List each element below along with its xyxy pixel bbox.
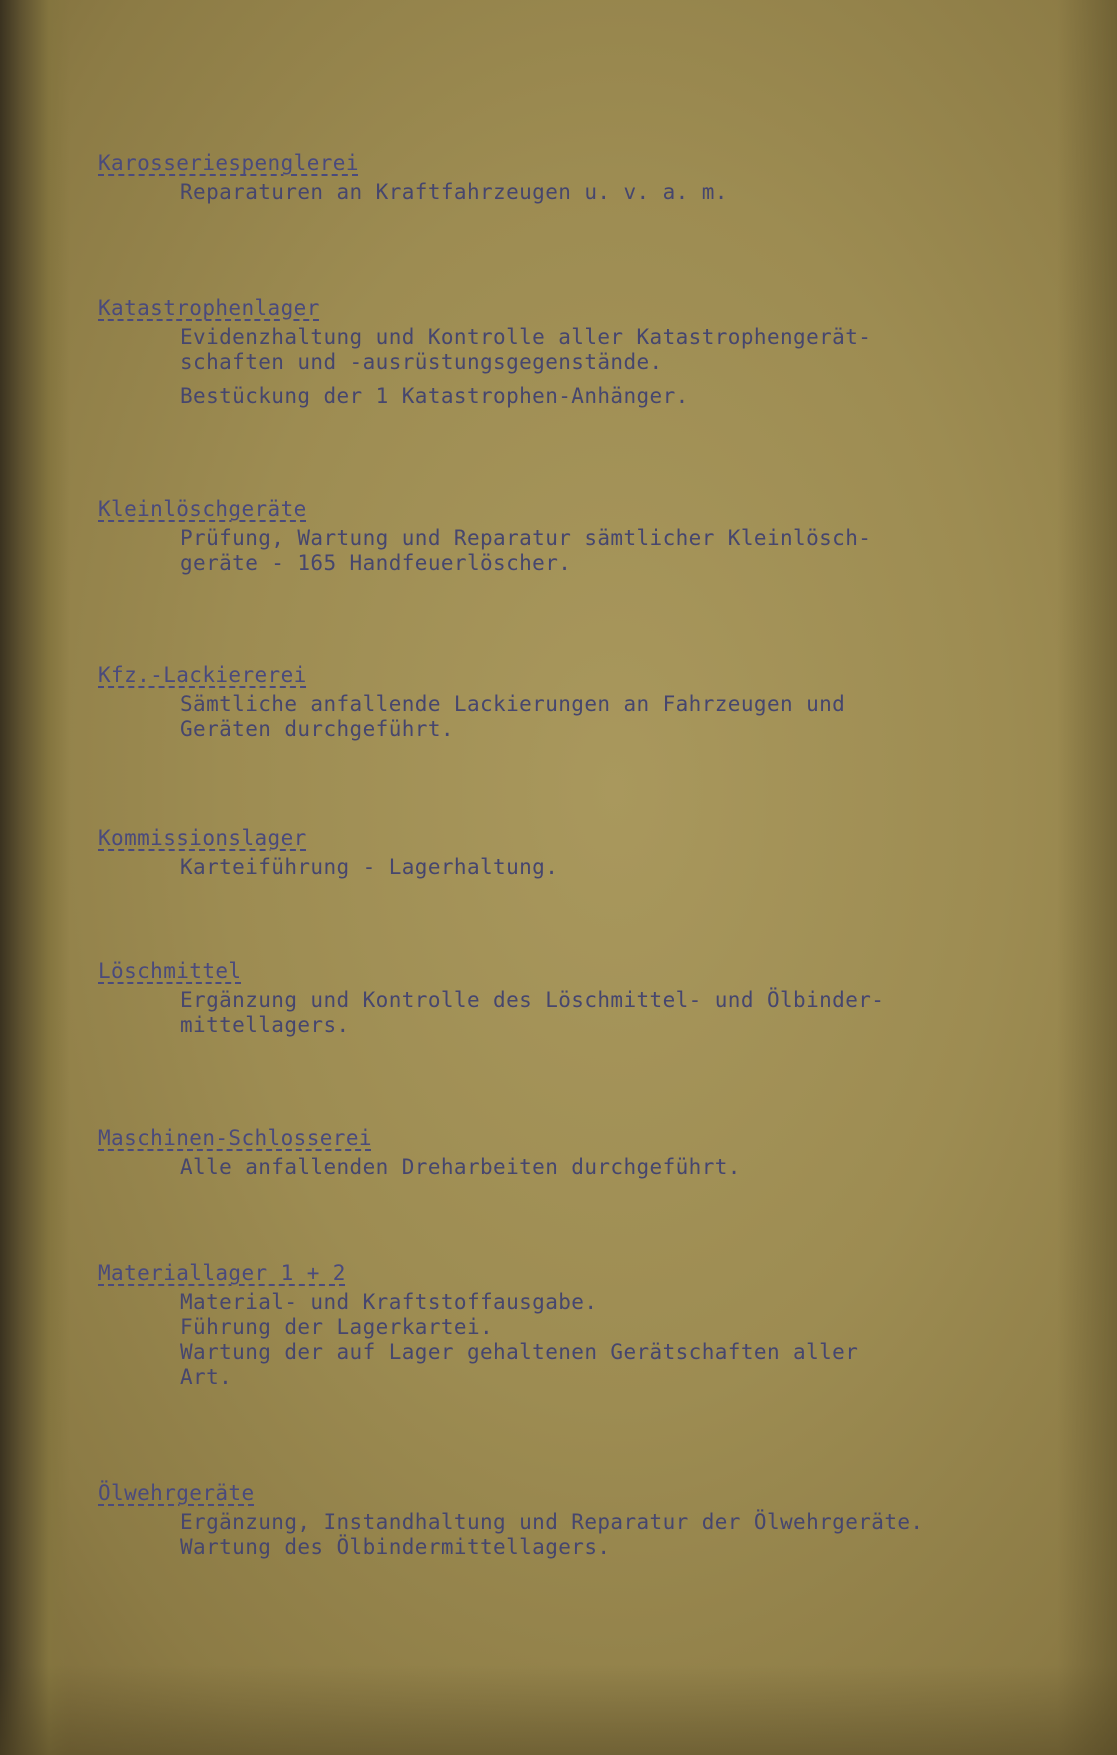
text-line: Ergänzung und Kontrolle des Löschmittel- und Ölbinder- xyxy=(180,988,885,1012)
edge-shade xyxy=(1057,0,1117,1755)
text-line: Reparaturen an Kraftfahrzeugen u. v. a. m. xyxy=(180,180,728,204)
section-lines xyxy=(180,1290,1058,1390)
section-heading: Karosseriespenglerei xyxy=(98,151,359,175)
section-heading: Kommissionslager xyxy=(98,826,307,850)
section-kfz-lackiererei xyxy=(98,662,1058,742)
text-line: Alle anfallenden Dreharbeiten durchgeführt. xyxy=(180,1155,741,1179)
text-line: Geräten durchgeführt. xyxy=(180,717,454,741)
section-heading: Löschmittel xyxy=(98,959,242,983)
text-line: Bestückung der 1 Katastrophen-Anhänger. xyxy=(180,384,689,408)
section-lines xyxy=(180,988,1058,1038)
section-lines xyxy=(180,325,1058,409)
section-materiallager xyxy=(98,1260,1058,1390)
text-line: Wartung des Ölbindermittellagers. xyxy=(180,1535,611,1559)
text-line: mittellagers. xyxy=(180,1013,350,1037)
section-heading: Kfz.-Lackiererei xyxy=(98,663,307,687)
section-heading: Materiallager 1 + 2 xyxy=(98,1261,346,1285)
section-lines xyxy=(180,180,1058,205)
section-loeschmittel xyxy=(98,958,1058,1038)
bottom-shade xyxy=(0,1665,1117,1755)
text-line: schaften und -ausrüstungsgegenstände. xyxy=(180,350,663,374)
text-line: Material- und Kraftstoffausgabe. xyxy=(180,1290,598,1314)
section-heading: Katastrophenlager xyxy=(98,296,320,320)
section-oelwehrgeraete xyxy=(98,1480,1058,1560)
section-heading: Ölwehrgeräte xyxy=(98,1481,255,1505)
text-line: Karteiführung - Lagerhaltung. xyxy=(180,855,559,879)
text-line: Prüfung, Wartung und Reparatur sämtlicher Kleinlösch- xyxy=(180,526,872,550)
section-lines xyxy=(180,1510,1058,1560)
section-katastrophenlager xyxy=(98,295,1058,409)
section-kommissionslager xyxy=(98,825,1058,880)
section-maschinen-schlosserei xyxy=(98,1125,1058,1180)
binding-shadow xyxy=(0,0,70,1755)
text-line: Wartung der auf Lager gehaltenen Gerätschaften aller xyxy=(180,1340,859,1364)
section-lines xyxy=(180,855,1058,880)
text-line: Ergänzung, Instandhaltung und Reparatur der Ölwehrgeräte. xyxy=(180,1510,924,1534)
section-lines xyxy=(180,1155,1058,1180)
text-line: Evidenzhaltung und Kontrolle aller Katastrophengerät- xyxy=(180,325,872,349)
text-line: Sämtliche anfallende Lackierungen an Fahrzeugen und xyxy=(180,692,846,716)
text-line: Führung der Lagerkartei. xyxy=(180,1315,494,1339)
text-line: geräte - 165 Handfeuerlöscher. xyxy=(180,551,572,575)
section-lines xyxy=(180,526,1058,576)
section-lines xyxy=(180,692,1058,742)
section-karosseriespenglerei xyxy=(98,150,1058,205)
section-heading: Maschinen-Schlosserei xyxy=(98,1126,372,1150)
section-heading: Kleinlöschgeräte xyxy=(98,497,307,521)
section-kleinloeschgeraete xyxy=(98,496,1058,576)
text-line: Art. xyxy=(180,1365,233,1389)
